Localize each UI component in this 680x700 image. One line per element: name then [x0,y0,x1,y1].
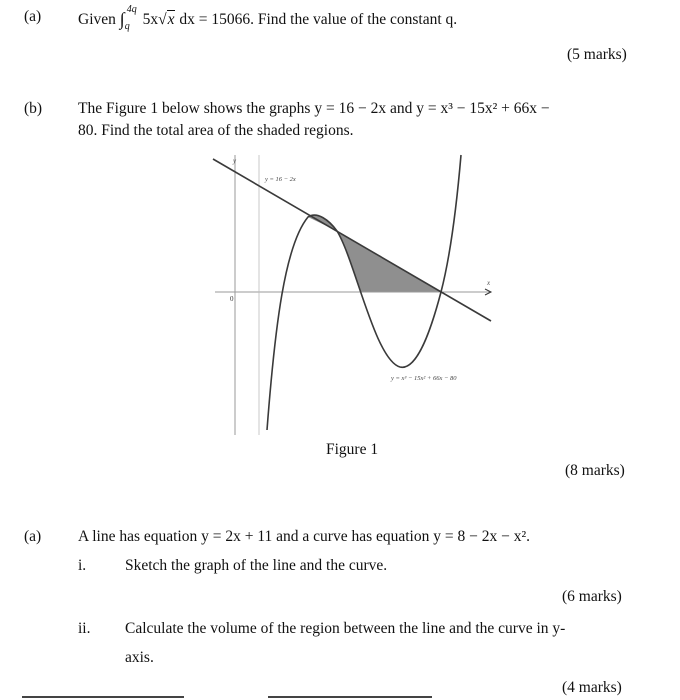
upper-limit: 4q [126,4,137,16]
integral-sign-icon: ∫ [119,9,125,29]
q1a-question [78,4,458,33]
q1b-line2: 80. Find the total area of the shaded regions. [78,122,354,139]
bottom-rule-right [268,696,432,698]
y-axis-label: y [233,157,237,165]
integrand-coef: 5x [142,11,159,28]
q1b-label: (b) [24,100,43,117]
q2a-item-i-num: i. [78,557,87,574]
q1a-given: Given [78,11,116,28]
curve-graph-label: y = x³ − 15x² + 66x − 80 [391,375,457,382]
figure-1-graph [205,145,505,435]
q1a-tail: dx = 15066. Find the value of the constant q. [175,11,458,28]
q2a-item-ii-marks: (4 marks) [562,679,622,696]
q1b-marks: (8 marks) [565,462,625,479]
q1a-label: (a) [24,8,42,25]
q1b-line1: The Figure 1 below shows the graphs y = 16 − 2x and y = x³ − 15x² + 66x − [78,100,550,117]
figure-caption: Figure 1 [326,441,379,458]
q2a-stem: A line has equation y = 2x + 11 and a curve has equation y = 8 − 2x − x². [78,528,530,545]
x-axis-label: x [487,279,491,287]
q2a-item-i-text: Sketch the graph of the line and the curve. [125,557,388,574]
integral-limits [124,4,139,33]
lower-limit: q [124,21,130,33]
q2a-item-ii-text-line1: Calculate the volume of the region between the line and the curve in y- [125,620,566,637]
integrand-root: x [167,11,175,28]
line-graph [213,159,491,321]
q2a-item-ii-text-line2: axis. [125,649,154,666]
origin-label: 0 [230,295,234,303]
q2a-item-ii-num: ii. [78,620,91,637]
q1a-marks: (5 marks) [567,46,627,63]
sqrt-icon: √ [158,11,167,28]
bottom-rule-left [22,696,184,698]
q2a-item-i-marks: (6 marks) [562,588,622,605]
line-graph-label: y = 16 − 2x [265,176,296,183]
q2a-label: (a) [24,528,42,545]
